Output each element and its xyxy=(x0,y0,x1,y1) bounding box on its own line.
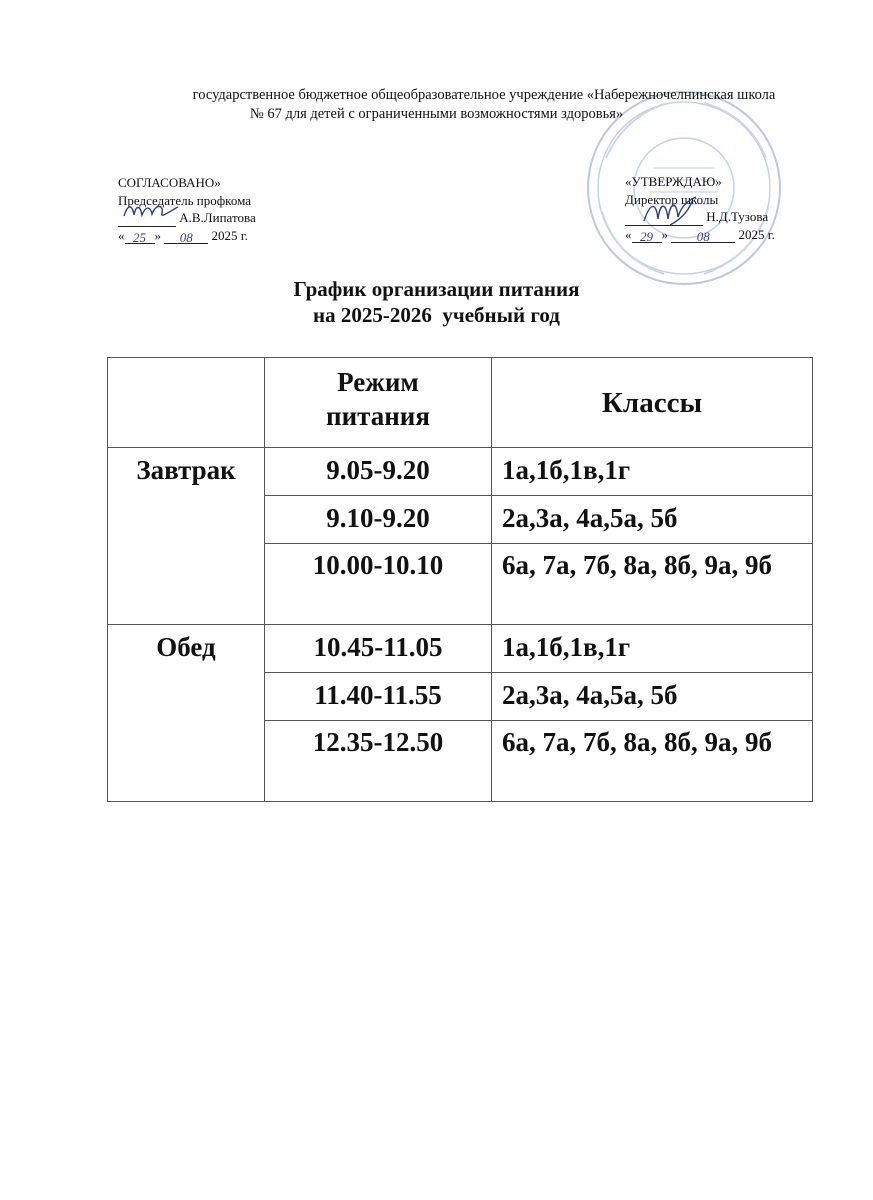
time-cell: 9.05-9.20 xyxy=(265,448,492,496)
approval-left-month: 08 xyxy=(164,229,208,244)
approval-left-year: 2025 г. xyxy=(211,227,248,243)
signature-right xyxy=(640,193,702,229)
institution-header xyxy=(0,86,873,124)
approval-right-day: 29 xyxy=(632,228,662,243)
header-empty-cell xyxy=(108,358,265,448)
time-cell: 9.10-9.20 xyxy=(265,496,492,544)
time-cell: 10.45-11.05 xyxy=(265,625,492,673)
approval-right-year: 2025 г. xyxy=(738,226,775,242)
title-line-1: График организации питания xyxy=(293,277,580,301)
approval-left-position: Председатель профкома xyxy=(118,192,251,208)
classes-cell: 2а,3а, 4а,5а, 5б xyxy=(492,496,813,544)
approval-left-date: « 25 » 08 2025 г. xyxy=(118,227,248,245)
classes-text: 6а, 7а, 7б, 8а, 8б, 9а, 9б xyxy=(502,727,772,757)
header-meal-mode xyxy=(265,358,492,448)
approval-right-date: « 29 » 08 2025 г. xyxy=(625,226,775,244)
classes-cell xyxy=(492,544,813,625)
approval-right-month: 08 xyxy=(671,228,735,243)
classes-cell xyxy=(492,721,813,802)
classes-cell: 2а,3а, 4а,5а, 5б xyxy=(492,673,813,721)
approval-left-title: СОГЛАСОВАНО» xyxy=(118,175,221,190)
time-cell: 11.40-11.55 xyxy=(265,673,492,721)
time-text: 12.35-12.50 xyxy=(312,727,444,757)
table-row xyxy=(108,448,813,496)
meal-schedule-table xyxy=(107,357,813,802)
time-text: 10.00-10.10 xyxy=(312,550,444,580)
time-cell xyxy=(265,544,492,625)
signature-left xyxy=(120,199,182,221)
approval-right-title: «УТВЕРЖДАЮ» xyxy=(625,174,722,189)
meal-lunch: Обед xyxy=(108,625,265,802)
header-classes: Классы xyxy=(492,358,813,448)
time-cell xyxy=(265,721,492,802)
table-row xyxy=(108,625,813,673)
approval-right-name: Н.Д.Тузова xyxy=(706,209,769,224)
approval-left-name: А.В.Липатова xyxy=(179,210,256,225)
classes-text: 6а, 7а, 7б, 8а, 8б, 9а, 9б xyxy=(502,550,772,580)
meal-breakfast: Завтрак xyxy=(108,448,265,625)
header-meal-mode-text: Режим питания xyxy=(326,367,430,431)
title-line-2: на 2025-2026 учебный год xyxy=(313,303,560,327)
approval-left-day: 25 xyxy=(125,229,155,244)
approval-right-position: Директор школы xyxy=(625,191,719,207)
header-line-2: № 67 для детей с ограниченными возможностями здоровья» xyxy=(249,106,624,122)
classes-cell: 1а,1б,1в,1г xyxy=(492,448,813,496)
header-line-1: государственное бюджетное общеобразовательное учреждение «Набережночелнинская школа xyxy=(192,87,776,103)
classes-cell: 1а,1б,1в,1г xyxy=(492,625,813,673)
table-header-row xyxy=(108,358,813,448)
document-title xyxy=(0,276,873,328)
